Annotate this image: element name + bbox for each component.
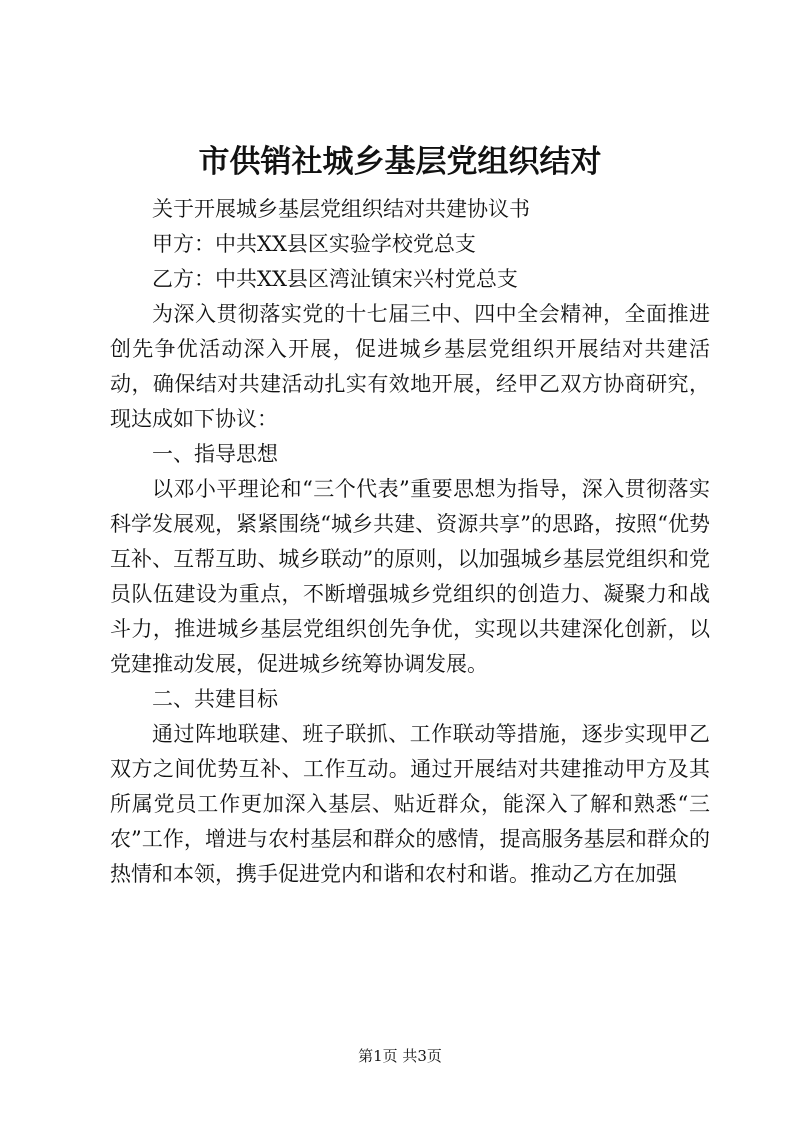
intro-paragraph: 为深入贯彻落实党的十七届三中、四中全会精神，全面推进创先争优活动深入开展，促进城乡基层党组织开展结对共建活动，确保结对共建活动扎实有效地开展，经甲乙双方协商研究，现达成如下协议： (110, 302, 710, 431)
section-body-goals: 通过阵地联建、班子联抓、工作联动等措施，逐步实现甲乙双方之间优势互补、工作互动。通过开展结对共建推动甲方及其所属党员工作更加深入基层、贴近群众，能深入了解和熟悉“三农”工作，增进与农村基层和群众的感情，提高服务基层和群众的热情和本领，携手促进党内和谐和农村和谐。推动乙方在加强 (110, 722, 710, 886)
party-b-line: 乙方：中共XX县区湾沚镇宋兴村党总支 (152, 267, 518, 291)
document-title: 市供销社城乡基层党组织结对 (198, 144, 602, 180)
agreement-subtitle: 关于开展城乡基层党组织结对共建协议书 (152, 197, 530, 221)
section-body-guiding-ideology: 以邓小平理论和“三个代表”重要思想为指导，深入贯彻落实科学发展观，紧紧围绕“城乡共建、资源共享”的思路，按照“优势互补、互帮互助、城乡联动”的原则，以加强城乡基层党组织和党员队伍建设为重点，不断增强城乡党组织的创造力、凝聚力和战斗力，推进城乡基层党组织创先争优，实现以共建深化创新，以党建推动发展，促进城乡统筹协调发展。 (110, 477, 710, 676)
document-body (110, 192, 710, 892)
party-a-line: 甲方：中共XX县区实验学校党总支 (152, 232, 476, 256)
section-heading-goals: 二、共建目标 (152, 687, 278, 711)
section-heading-guiding-ideology: 一、指导思想 (152, 442, 278, 466)
page-indicator: 第1页 共3页 (358, 1047, 442, 1065)
